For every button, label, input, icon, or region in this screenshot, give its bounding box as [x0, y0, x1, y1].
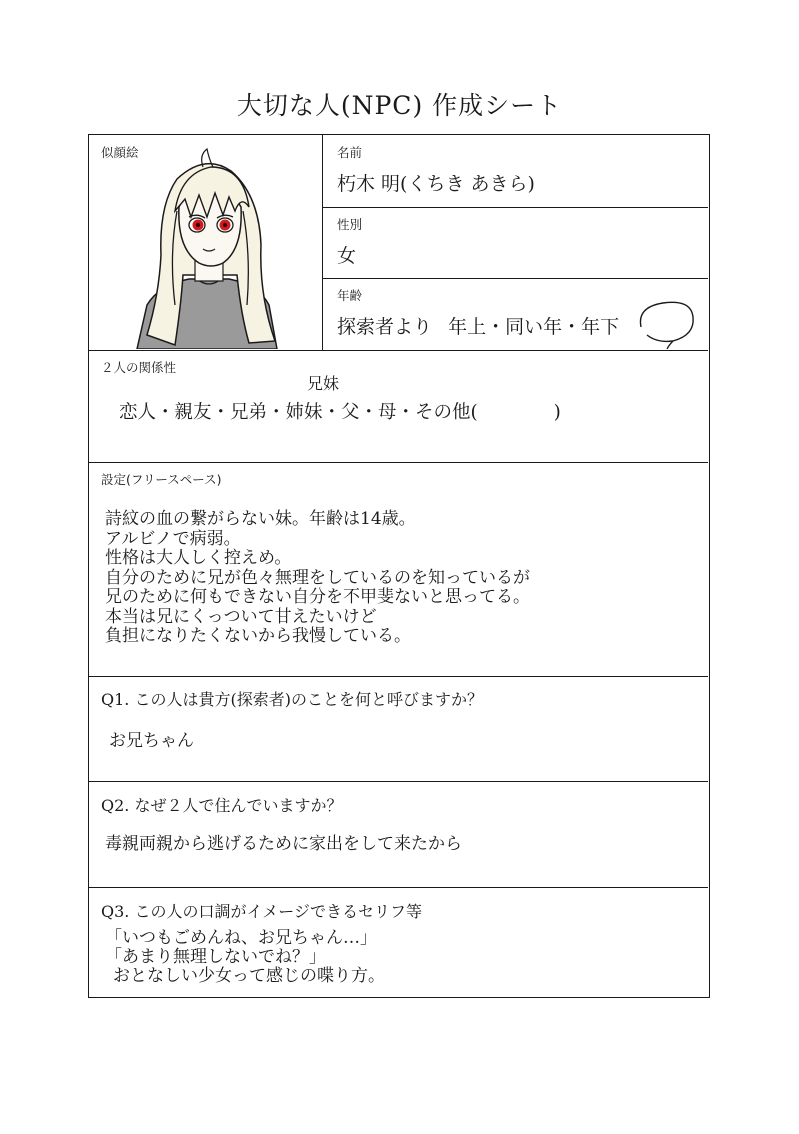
gender-value: 女	[337, 245, 357, 267]
q2-answer: 毒親両親から逃げるために家出をして来たから	[105, 834, 462, 854]
age-label: 年齢	[337, 288, 363, 303]
age-prefix: 探索者より	[337, 316, 433, 338]
q3-answer	[105, 929, 385, 986]
settings-label: 設定(フリースペース)	[101, 472, 222, 487]
age-separator: ・	[486, 316, 506, 338]
age-option-same: 同い年	[505, 316, 563, 338]
settings-line: 詩紋の血の繋がらない妹。年齢は14歳。	[105, 509, 416, 529]
q3-line: 「あまり無理しないでね？」	[105, 947, 326, 967]
relationship-options-text: 恋人・親友・兄弟・姉妹・父・母・その他(	[119, 402, 478, 423]
divider-top	[89, 350, 708, 351]
character-sheet	[88, 134, 710, 998]
age-separator: ・	[562, 316, 582, 338]
divider-q2	[89, 887, 708, 888]
character-portrait	[119, 145, 299, 349]
divider-relationship	[89, 462, 708, 463]
q3-question: Q3. この人の口調がイメージできるセリフ等	[101, 902, 422, 921]
portrait-divider	[322, 135, 323, 351]
age-option-older: 年上	[448, 316, 487, 338]
q1-answer: お兄ちゃん	[109, 731, 194, 751]
settings-line: 兄のために何もできない自分を不甲斐ないと思ってる。	[105, 587, 530, 607]
name-label: 名前	[337, 145, 363, 160]
settings-line: アルビノで病弱。	[105, 528, 241, 549]
settings-line: 本当は兄にくっついて甘えたいけど	[105, 606, 377, 627]
settings-line: 性格は大人しく控えめ。	[105, 548, 292, 568]
name-value: 朽木 明(くちき あきら)	[337, 173, 535, 195]
relationship-handwritten: 兄妹	[307, 374, 340, 393]
divider-q1	[89, 781, 708, 782]
relationship-close-paren: )	[553, 402, 561, 423]
relationship-label: ２人の関係性	[101, 360, 177, 375]
divider-name	[322, 207, 708, 208]
sheet-title: 大切な人(NPC) 作成シート	[236, 91, 563, 120]
settings-line: 負担になりたくないから我慢している。	[105, 626, 411, 646]
divider-settings	[89, 676, 708, 677]
q2-question: Q2. なぜ２人で住んでいますか？	[101, 796, 343, 815]
q1-question: Q1. この人は貴方(探索者)のことを何と呼びますか？	[101, 690, 483, 709]
relationship-options	[119, 398, 561, 424]
divider-gender	[322, 278, 708, 279]
portrait-label: 似顔絵	[101, 145, 139, 160]
settings-text	[105, 510, 530, 647]
selected-circle-mark	[633, 295, 703, 351]
q3-line: おとなしい少女って感じの喋り方。	[113, 966, 385, 986]
gender-label: 性別	[337, 217, 363, 232]
settings-line: 自分のために兄が色々無理をしているのを知っているが	[105, 567, 530, 588]
q3-line: 「いつもごめんね、お兄ちゃん…」	[105, 928, 377, 948]
age-option-younger: 年下	[581, 316, 620, 338]
age-options	[337, 312, 619, 339]
